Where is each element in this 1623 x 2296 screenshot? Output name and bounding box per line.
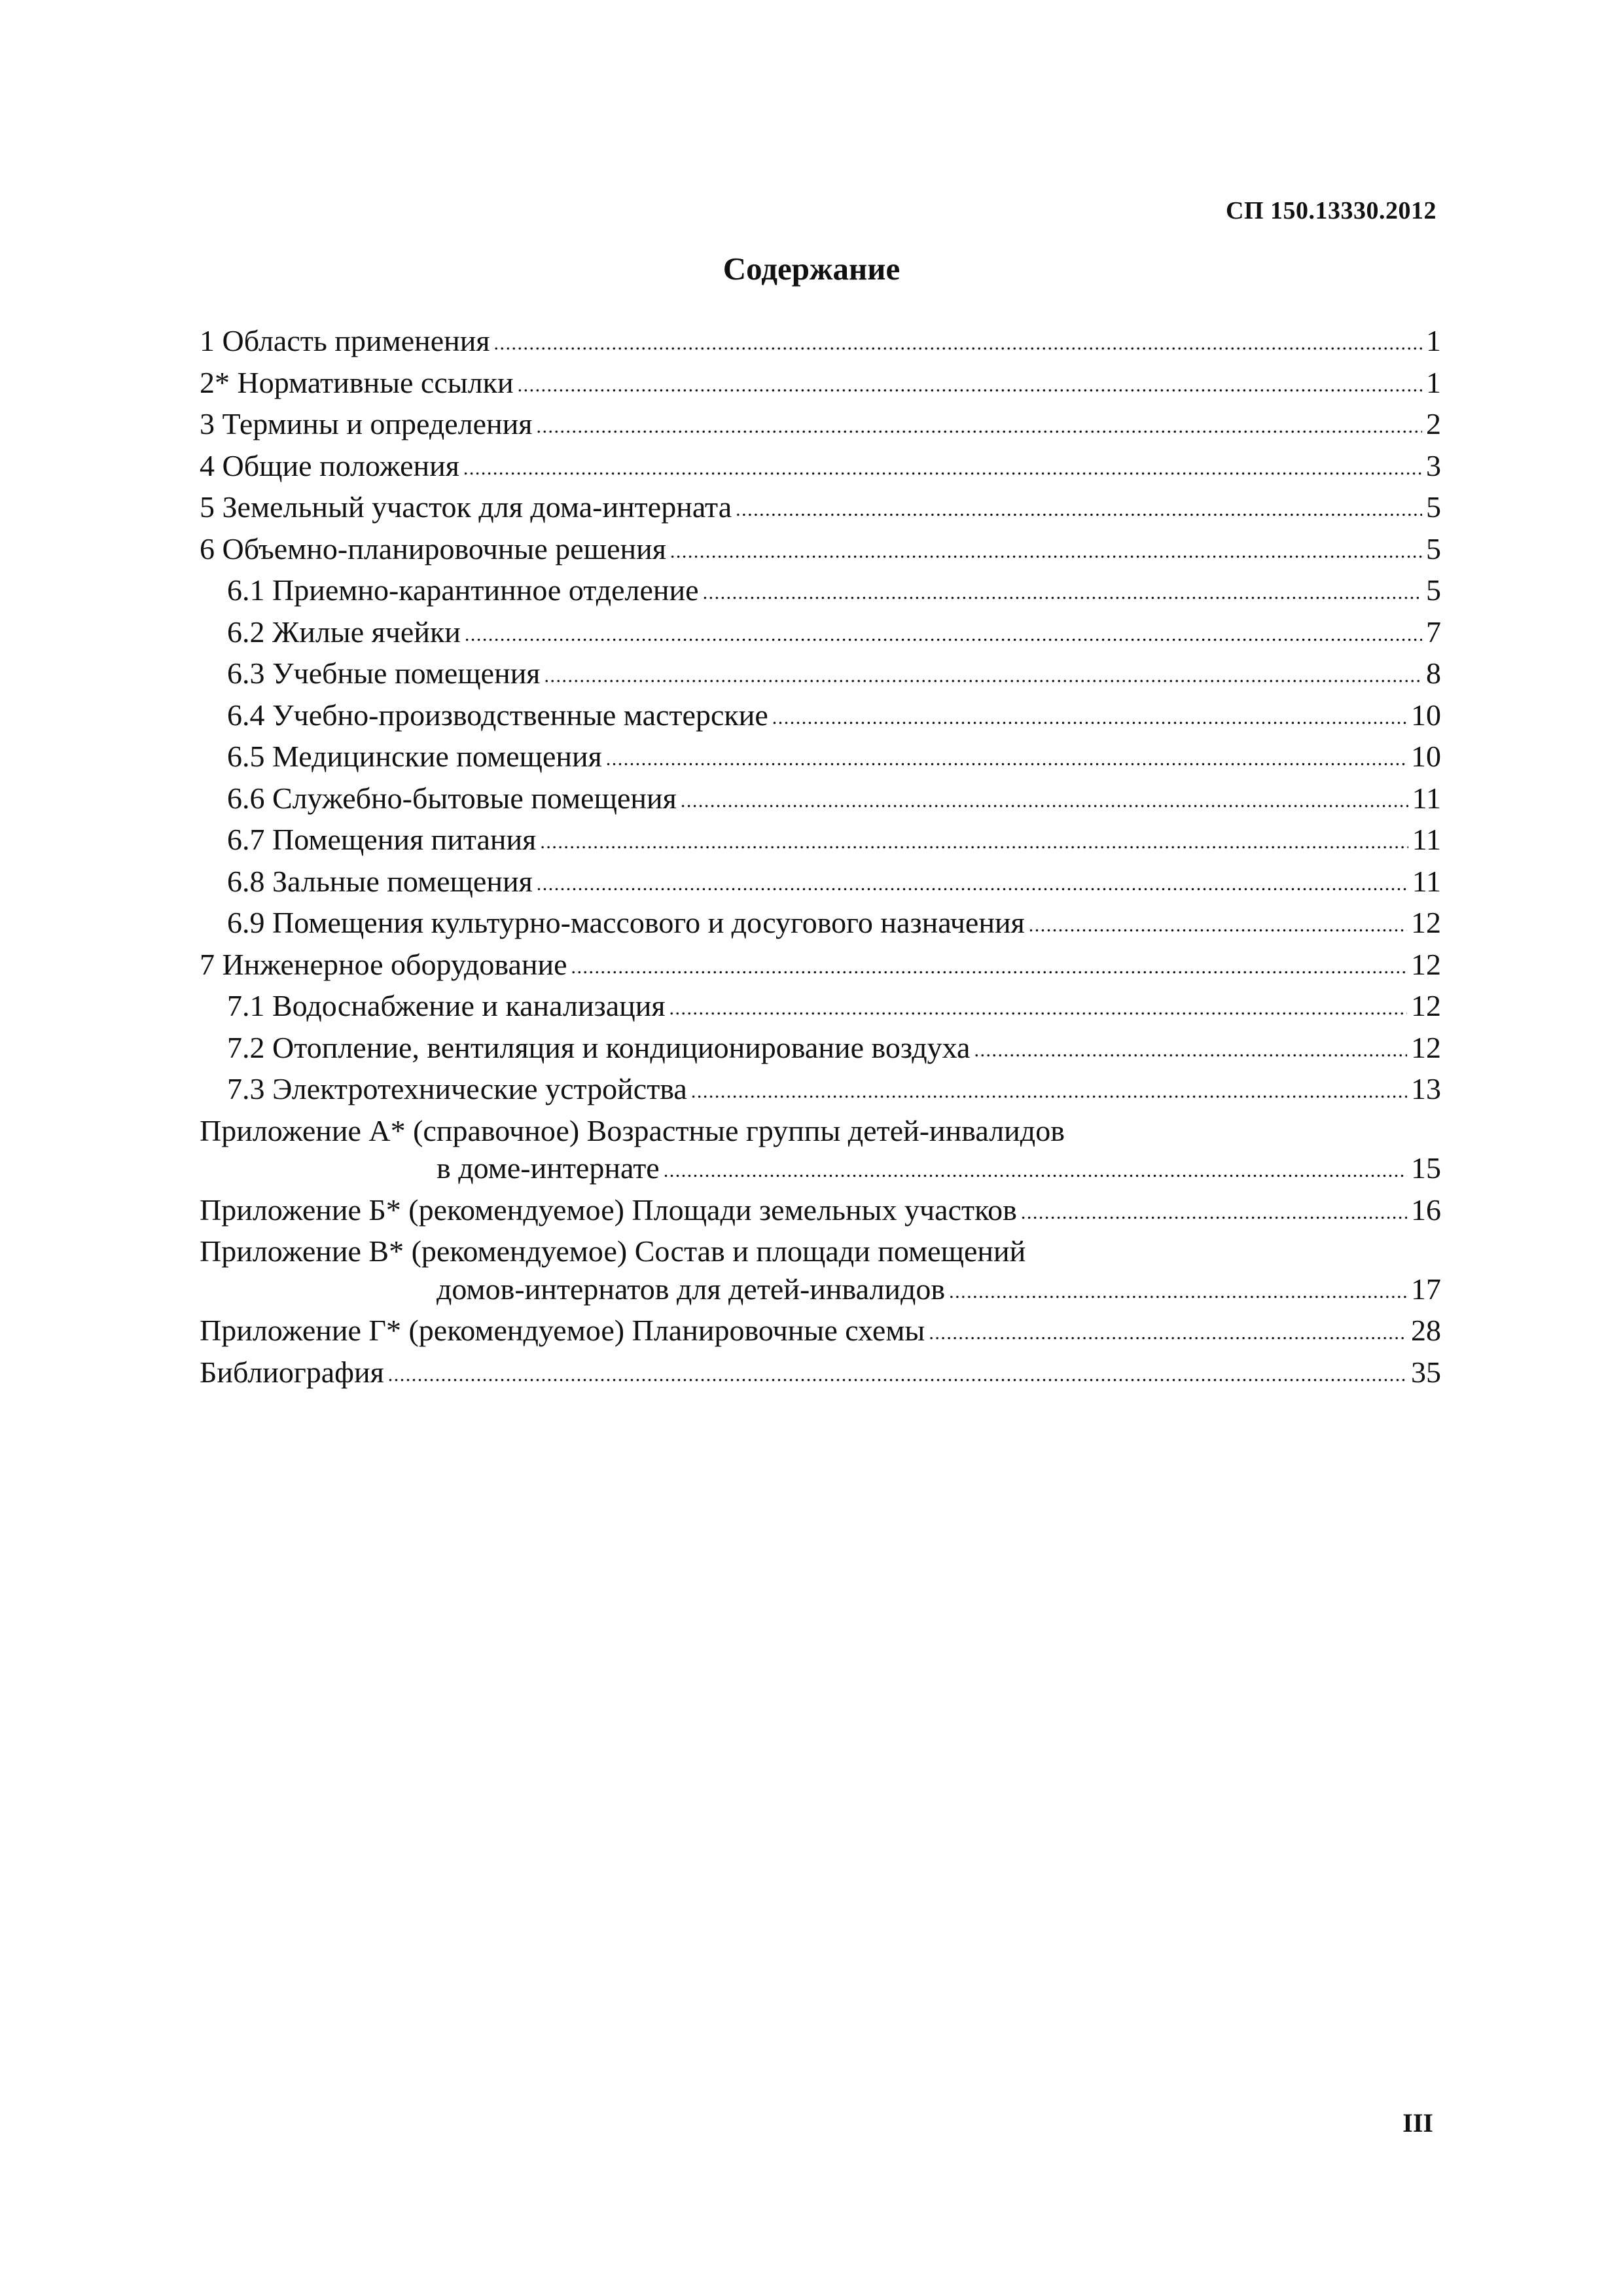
- toc-dot-leader: [772, 699, 1407, 737]
- toc-entry-title: 1 Область применения: [200, 324, 490, 357]
- toc-entry-title: в доме-интернате: [437, 1151, 660, 1185]
- toc-entry-page: 10: [1411, 698, 1441, 732]
- toc-entry-page: 5: [1426, 573, 1441, 607]
- toc-entry-title: Приложение Г* (рекомендуемое) Планировочные схемы: [200, 1314, 925, 1347]
- toc-entry: [200, 530, 1441, 572]
- toc-entry-page: 7: [1426, 615, 1441, 649]
- toc-entry-title: 3 Термины и определения: [200, 407, 533, 440]
- toc-entry-title: 6.1 Приемно-карантинное отделение: [227, 573, 699, 607]
- toc-entry: [200, 863, 1441, 905]
- toc-dot-leader: [463, 450, 1422, 488]
- toc-entry-title: 6.5 Медицинские помещения: [227, 740, 602, 773]
- toc-entry-page: 10: [1411, 740, 1441, 773]
- toc-entry-page: 12: [1411, 906, 1441, 939]
- toc-entry-page: 1: [1426, 365, 1441, 399]
- toc-entry-title: 6.9 Помещения культурно-массового и досугового назначения: [227, 906, 1025, 939]
- toc-entry-title: домов-интернатов для детей-инвалидов: [437, 1272, 946, 1306]
- toc-entry-title: 4 Общие положения: [200, 448, 459, 482]
- toc-dot-leader: [664, 1152, 1407, 1190]
- toc-entry-title: 6.7 Помещения питания: [227, 823, 537, 856]
- toc-entry: [200, 1070, 1441, 1112]
- toc-entry: [200, 1191, 1441, 1233]
- toc-entry-page: 13: [1411, 1072, 1441, 1105]
- toc-entry-page: 12: [1411, 947, 1441, 981]
- toc-dot-leader: [388, 1356, 1407, 1394]
- toc-entry-title: 6.2 Жилые ячейки: [227, 615, 461, 649]
- toc-entry-title: 6 Объемно-планировочные решения: [200, 531, 666, 565]
- toc-entry-page: 17: [1411, 1272, 1441, 1306]
- toc-entry: [200, 1029, 1441, 1071]
- toc-entry-page: 12: [1411, 989, 1441, 1022]
- toc-entry: [200, 696, 1441, 738]
- toc-entry-page: 35: [1411, 1355, 1441, 1389]
- toc-entry-title: 6.4 Учебно-производственные мастерские: [227, 698, 768, 732]
- toc-entry: [200, 1112, 1441, 1150]
- toc-entry-page: 3: [1426, 448, 1441, 482]
- toc-entry: [200, 821, 1441, 863]
- toc-entry-title: 6.8 Зальные помещения: [227, 864, 533, 898]
- toc-dot-leader: [703, 574, 1422, 612]
- toc-dot-leader: [1021, 1194, 1407, 1232]
- toc-dot-leader: [606, 740, 1407, 778]
- toc-entry: [200, 1354, 1441, 1395]
- toc-entry: [200, 447, 1441, 489]
- toc-entry-page: 11: [1412, 864, 1441, 898]
- toc-entry-page: 12: [1411, 1030, 1441, 1064]
- toc-entry: [200, 1149, 1441, 1191]
- toc-entry-page: 16: [1411, 1193, 1441, 1227]
- toc-entry: [200, 488, 1441, 530]
- toc-entry: [200, 1232, 1441, 1270]
- toc-entry-title: 6.6 Служебно-бытовые помещения: [227, 781, 677, 815]
- toc-entry: [200, 405, 1441, 447]
- toc-dot-leader: [1029, 906, 1407, 944]
- toc-dot-leader: [544, 657, 1422, 695]
- toc-entry-page: 5: [1426, 490, 1441, 524]
- toc-entry: [200, 571, 1441, 613]
- toc-dot-leader: [681, 782, 1408, 820]
- toc-entry: [200, 780, 1441, 821]
- toc-entry: [200, 1312, 1441, 1354]
- page-title: Содержание: [722, 251, 901, 287]
- toc-entry: [200, 613, 1441, 655]
- toc-dot-leader: [929, 1314, 1407, 1352]
- toc-entry-title: Приложение Б* (рекомендуемое) Площади земельных участков: [200, 1193, 1017, 1227]
- toc-entry-page: 15: [1411, 1151, 1441, 1185]
- toc-entry: [200, 364, 1441, 406]
- toc-entry-title: 2* Нормативные ссылки: [200, 365, 514, 399]
- toc-dot-leader: [571, 948, 1407, 986]
- toc-entry-page: 11: [1412, 823, 1441, 856]
- toc-entry-title: 7.1 Водоснабжение и канализация: [227, 989, 666, 1022]
- toc-entry-title: 5 Земельный участок для дома-интерната: [200, 490, 732, 524]
- toc-dot-leader: [669, 990, 1407, 1028]
- toc-dot-leader: [536, 408, 1422, 446]
- toc-entry-title: 6.3 Учебные помещения: [227, 656, 541, 690]
- toc-dot-leader: [537, 865, 1408, 903]
- toc-dot-leader: [670, 533, 1422, 571]
- toc-entry: [200, 987, 1441, 1029]
- toc-entry-title: 7.2 Отопление, вентиляция и кондиционирование воздуха: [227, 1030, 971, 1064]
- document-code: СП 150.13330.2012: [1226, 197, 1436, 224]
- toc-entry-page: 11: [1412, 781, 1441, 815]
- toc-entry-page: 1: [1426, 324, 1441, 357]
- toc-dot-leader: [691, 1073, 1407, 1111]
- toc-dot-leader: [974, 1031, 1407, 1069]
- toc-dot-leader: [494, 325, 1422, 363]
- toc-entry: [200, 1270, 1441, 1312]
- toc-entry-title: Приложение В* (рекомендуемое) Состав и площади помещений: [200, 1234, 1026, 1268]
- toc-entry-title: Библиография: [200, 1355, 384, 1389]
- toc-dot-leader: [949, 1273, 1407, 1311]
- toc-entry-page: 28: [1411, 1314, 1441, 1347]
- toc-entry: [200, 738, 1441, 780]
- toc-entry: [200, 655, 1441, 696]
- toc-dot-leader: [465, 616, 1422, 654]
- toc-entry-page: 8: [1426, 656, 1441, 690]
- toc-entry-title: 7 Инженерное оборудование: [200, 947, 567, 981]
- toc-entry-page: 2: [1426, 407, 1441, 440]
- toc-dot-leader: [540, 823, 1408, 861]
- toc-dot-leader: [736, 491, 1422, 529]
- toc-entry-title: Приложение А* (справочное) Возрастные группы детей-инвалидов: [200, 1113, 1065, 1147]
- toc-entry: [200, 946, 1441, 988]
- toc-entry: [200, 322, 1441, 364]
- toc-entry-page: 5: [1426, 531, 1441, 565]
- toc-dot-leader: [518, 367, 1422, 404]
- table-of-contents: [200, 322, 1441, 1395]
- toc-entry: [200, 904, 1441, 946]
- toc-entry-title: 7.3 Электротехнические устройства: [227, 1072, 687, 1105]
- page-number: III: [1402, 2108, 1433, 2138]
